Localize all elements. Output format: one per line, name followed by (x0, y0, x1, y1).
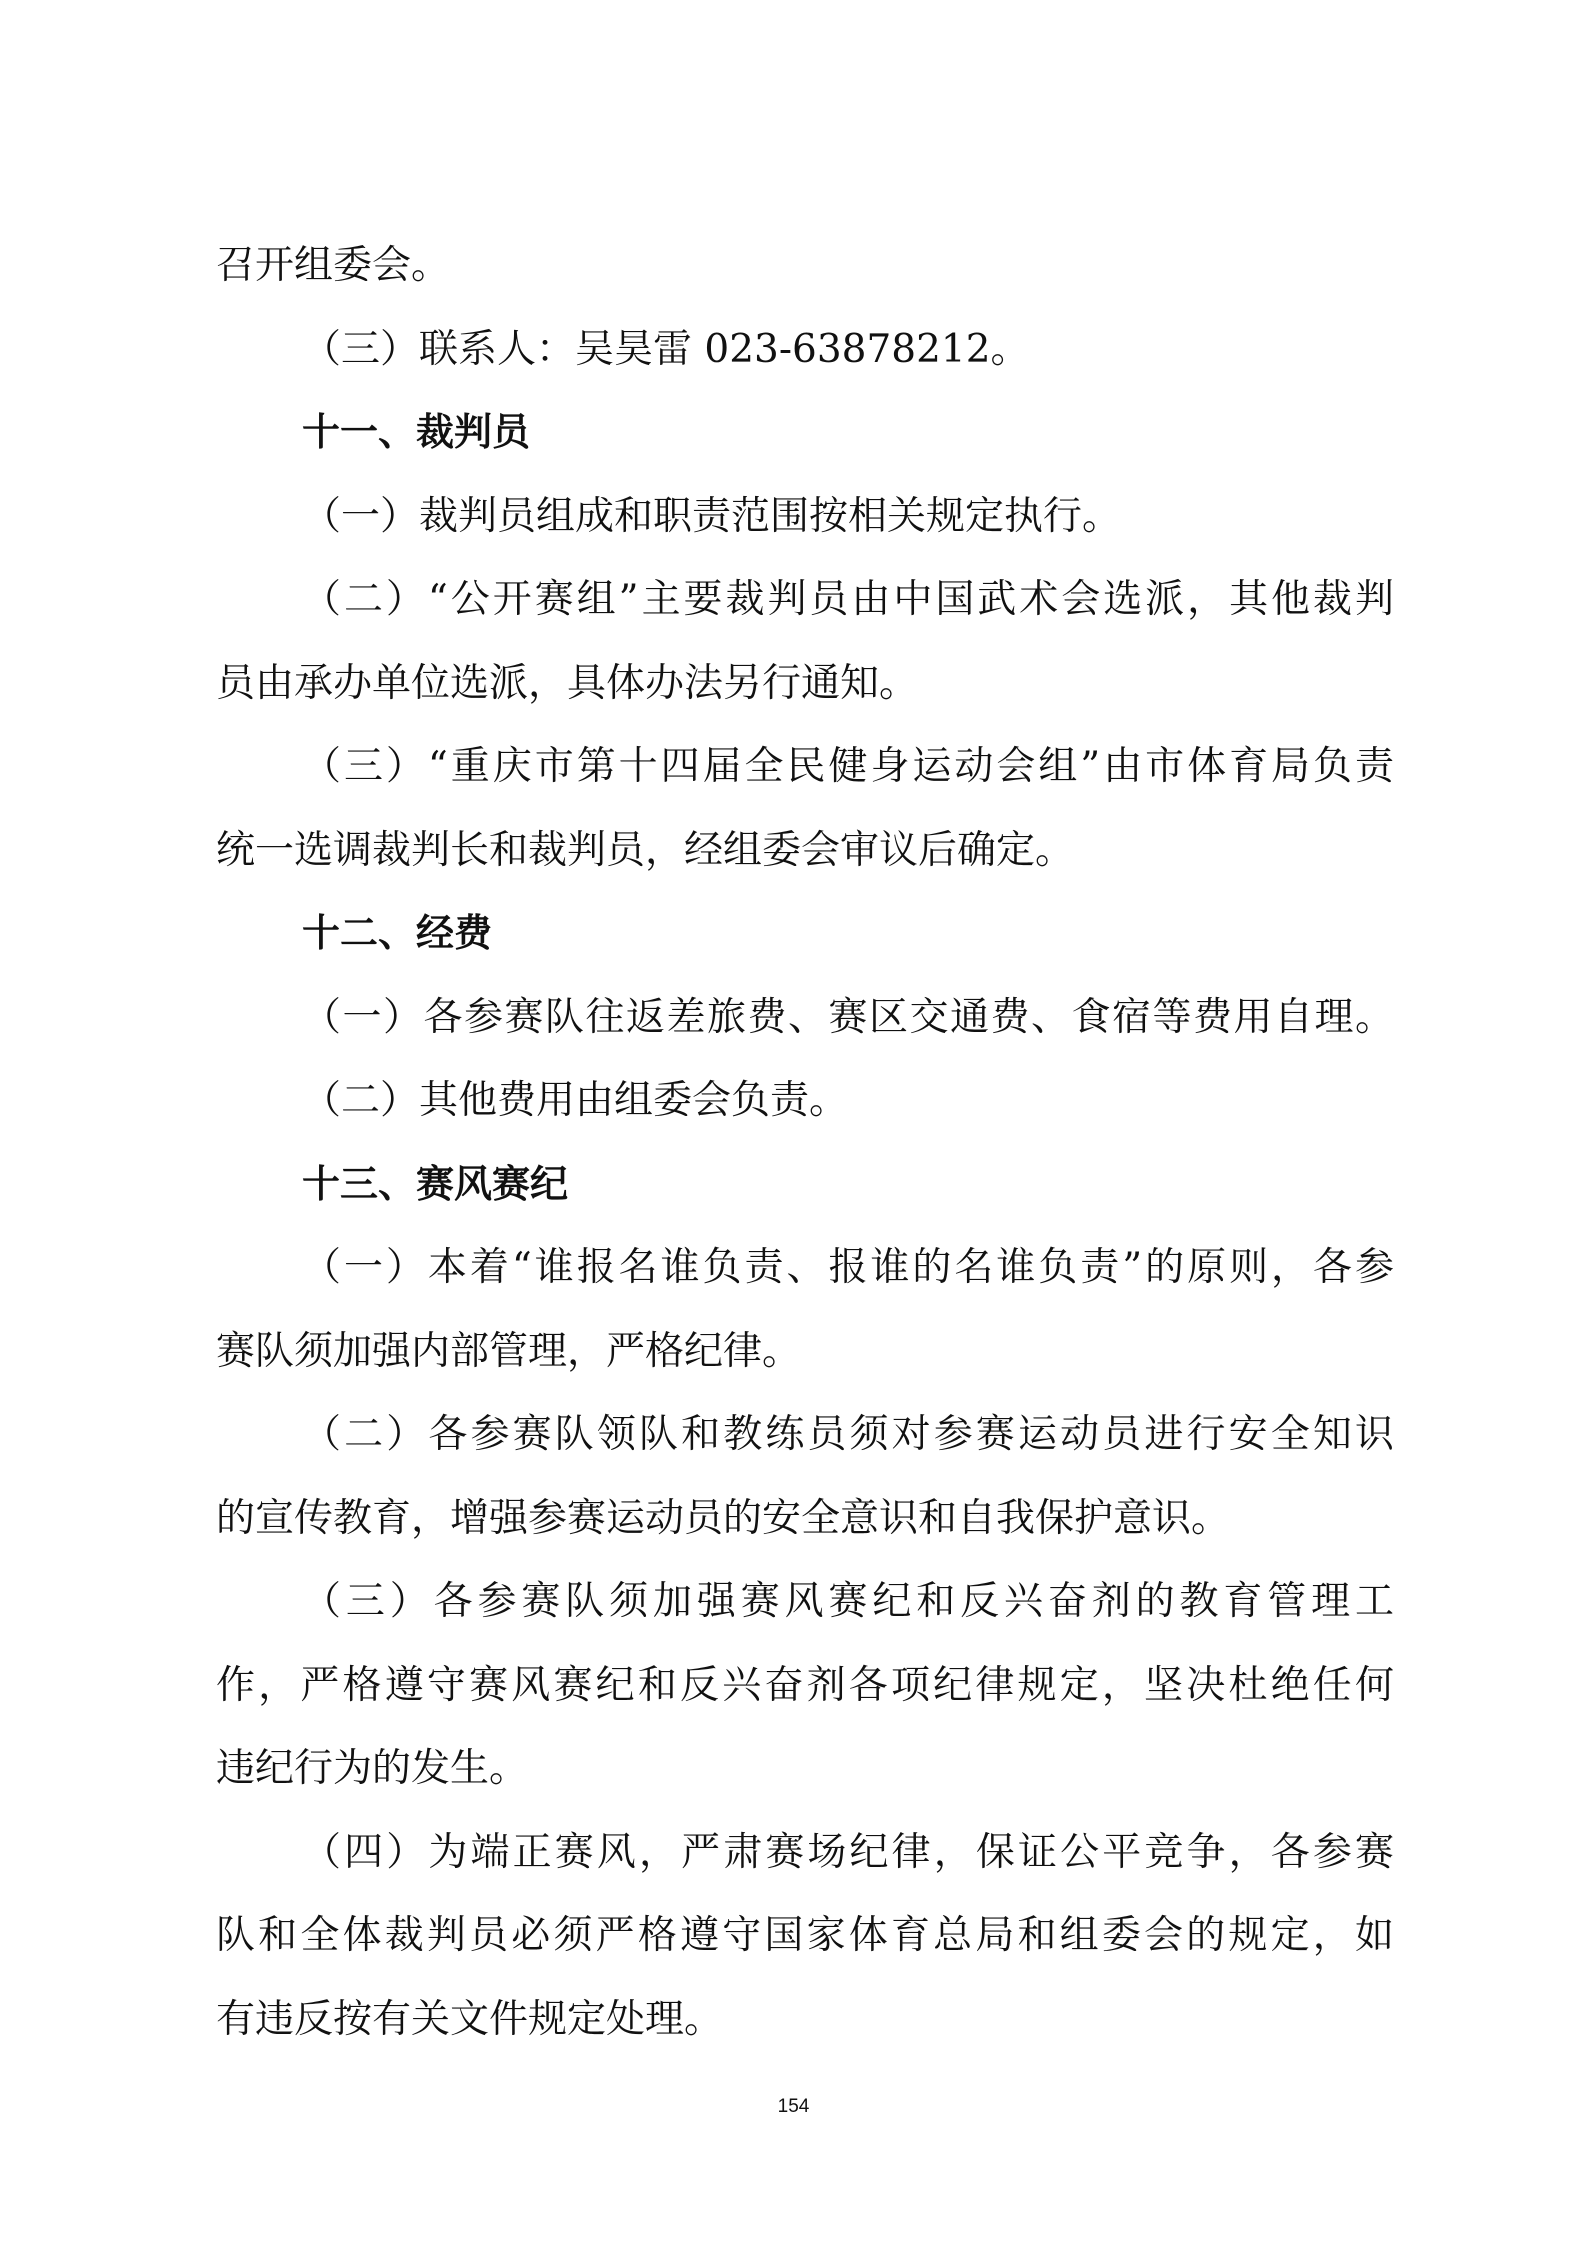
document-body (216, 224, 1394, 2061)
contact-line: （三）联系人：吴昊雷 023-63878212。 (302, 326, 1030, 372)
paragraph-line: 召开组委会。 (216, 243, 451, 288)
paragraph-line: 违纪行为的发生。 (216, 1746, 529, 1791)
paragraph-line: 作，严格遵守赛风赛纪和反兴奋剂各项纪律规定，坚决杜绝任何 (216, 1662, 1394, 1708)
paragraph-line: 队和全体裁判员必须严格遵守国家体育总局和组委会的规定，如 (216, 1913, 1394, 1958)
paragraph-line: 赛队须加强内部管理，严格纪律。 (216, 1328, 802, 1374)
paragraph-line: 员由承办单位选派，具体办法另行通知。 (216, 660, 919, 706)
paragraph-line: （二）各参赛队领队和教练员须对参赛运动员进行安全知识 (302, 1412, 1394, 1457)
paragraph-line: （一）各参赛队往返差旅费、赛区交通费、食宿等费用自理。 (302, 994, 1394, 1040)
paragraph-line: （二）其他费用由组委会负责。 (302, 1078, 849, 1123)
paragraph-line: 有违反按有关文件规定处理。 (216, 1996, 724, 2042)
paragraph-line: （一）裁判员组成和职责范围按相关规定执行。 (302, 493, 1122, 539)
paragraph-line: （三）“重庆市第十四届全民健身运动会组”由市体育局负责 (302, 744, 1394, 789)
paragraph-line: 的宣传教育，增强参赛运动员的安全意识和自我保护意识。 (216, 1495, 1231, 1541)
paragraph-line: （二）“公开赛组”主要裁判员由中国武术会选派，其他裁判 (302, 577, 1394, 622)
paragraph-line: （一）本着“谁报名谁负责、报谁的名谁负责”的原则，各参 (302, 1245, 1394, 1290)
page-number: 154 (777, 2096, 810, 2117)
section-heading-discipline: 十三、赛风赛纪 (302, 1161, 569, 1206)
section-heading-referees: 十一、裁判员 (302, 410, 531, 454)
paragraph-line: （四）为端正赛风，严肃赛场纪律，保证公平竞争，各参赛 (302, 1829, 1394, 1875)
section-heading-expenses: 十二、经费 (302, 911, 493, 955)
paragraph-line: （三）各参赛队须加强赛风赛纪和反兴奋剂的教育管理工 (302, 1579, 1394, 1624)
paragraph-line: 统一选调裁判长和裁判员，经组委会审议后确定。 (216, 827, 1075, 873)
